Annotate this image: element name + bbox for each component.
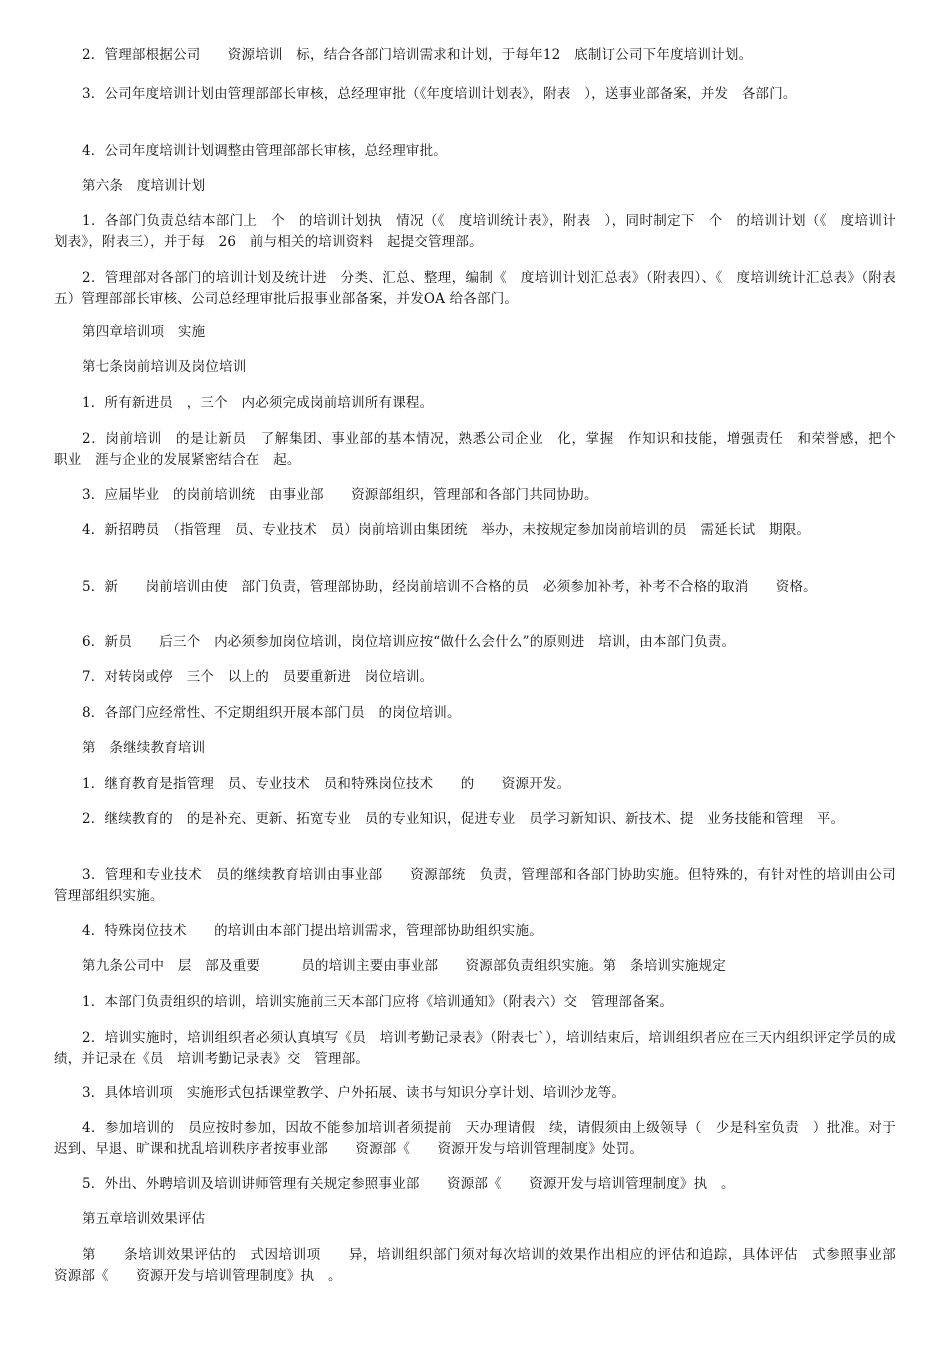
paragraph-external: 5．外出、外聘培训及培训讲师管理有关规定参照事业部 资源部《 资源开发与培训管理制度》执 。 [82, 1176, 735, 1192]
paragraph-new-staff: 1．所有新进员 ，三个 内必须完成岗前培训所有课程。 [82, 395, 434, 411]
paragraph-continuing-def: 1．继育教育是指管理 员、专业技术 员和特殊岗位技术 的 资源开发。 [82, 776, 571, 792]
paragraph-evaluation: 第 条培训效果评估的 式因培训项 异，培训组织部门须对每次培训的效果作出相应的评估和追踪，具体评估 式参照事业部 资源部《 资源开发与培训管理制度》执 。 [54, 1247, 924, 1284]
paragraph-transfer: 7．对转岗或停 三个 以上的 员要重新进 岗位培训。 [82, 669, 434, 685]
paragraph-new-hires: 4．新招聘员 （指管理 员、专业技术 员）岗前培训由集团统 举办，未按规定参加岗前培训的员 需延长试 期限。 [82, 522, 811, 538]
paragraph-continuing-org: 3．管理和专业技术 员的继续教育培训由事业部 资源部统 负责，管理部和各部门协助实施。但特殊的，有针对性的培训由公司管理部组织实施。 [54, 867, 896, 904]
paragraph-plan-approval: 3．公司年度培训计划由管理部部长审核，总经理审批（《年度培训计划表》，附表 ），送事业部备案，并发 各部门。 [82, 86, 797, 102]
paragraph-attendance: 2．培训实施时，培训组织者必须认真填写《员 培训考勤记录表》（附表七`），培训结束后，培训组织者应在三天内组织评定学员的成绩，并记录在《员 培训考勤记录表》交 管理部。 [54, 1030, 896, 1067]
paragraph-dept-summary: 1．各部门负责总结本部门上 个 的培训计划执 情况（《 度培训统计表》，附表 ），同时制定下 个 的培训计划（《 度培训计划表》，附表三），并于每 26 前与相关的培训资料 起提交管理部。 [54, 213, 896, 250]
paragraph-special-tech: 4．特殊岗位技术 的培训由本部门提出培训需求，管理部协助组织实施。 [82, 923, 543, 939]
paragraph-notice: 1．本部门负责组织的培训，培训实施前三天本部门应将《培训通知》（附表六）交 管理部备案。 [82, 994, 674, 1010]
paragraph-post-training: 6．新员 后三个 内必须参加岗位培训，岗位培训应按“做什么会什么”的原则进 培训，由本部门负责。 [82, 634, 736, 650]
paragraph-regular-training: 8．各部门应经常性、不定期组织开展本部门员 的岗位培训。 [82, 705, 461, 721]
article-9-10-heading: 第九条公司中 层 部及重要 员的培训主要由事业部 资源部负责组织实施。第 条培训实施规定 [82, 958, 726, 974]
paragraph-new-workers: 5．新 岗前培训由使 部门负责，管理部协助，经岗前培训不合格的员 必须参加补考，补考不合格的取消 资格。 [82, 579, 817, 595]
paragraph-plan-adjust: 4．公司年度培训计划调整由管理部部长审核，总经理审批。 [82, 143, 447, 159]
paragraph-graduates: 3．应届毕业 的岗前培训统 由事业部 资源部组织，管理部和各部门共同协助。 [82, 487, 598, 503]
paragraph-pre-job-purpose: 2．岗前培训 的是让新员 了解集团、事业部的基本情况，熟悉公司企业 化，掌握 作知识和技能，增强责任 和荣誉感，把个 职业 涯与企业的发展紧密结合在 起。 [54, 431, 910, 468]
paragraph-leave: 4．参加培训的 员应按时参加，因故不能参加培训者须提前 天办理请假 续，请假须由上级领导（ 少是科室负责 ）批准。对于迟到、早退、旷课和扰乱培训秩序者按事业部 资源部《 资源开发与培训管理制度》处罚。 [54, 1120, 896, 1157]
article-7-heading: 第七条岗前培训及岗位培训 [82, 359, 247, 375]
chapter-5-heading: 第五章培训效果评估 [82, 1211, 206, 1227]
paragraph-mgmt-compile: 2．管理部对各部门的培训计划及统计进 分类、汇总、整理，编制《 度培训计划汇总表》（附表四）、《 度培训统计汇总表》（附表五）管理部部长审核、公司总经理审批后报事业部备案，并发OA 给各部门。 [54, 270, 896, 307]
chapter-4-heading: 第四章培训项 实施 [82, 324, 206, 340]
paragraph-forms: 3．具体培训项 实施形式包括课堂教学、户外拓展、读书与知识分享计划、培训沙龙等。 [82, 1085, 626, 1101]
paragraph-plan-schedule: 2．管理部根据公司 资源培训 标，结合各部门培训需求和计划，于每年12 底制订公司下年度培训计划。 [82, 47, 753, 63]
paragraph-continuing-purpose: 2．继续教育的 的是补充、更新、拓宽专业 员的专业知识，促进专业 员学习新知识、新技术、提 业务技能和管理 平。 [82, 811, 845, 827]
article-6-heading: 第六条 度培训计划 [82, 178, 206, 194]
article-8-heading: 第 条继续教育培训 [82, 740, 206, 756]
